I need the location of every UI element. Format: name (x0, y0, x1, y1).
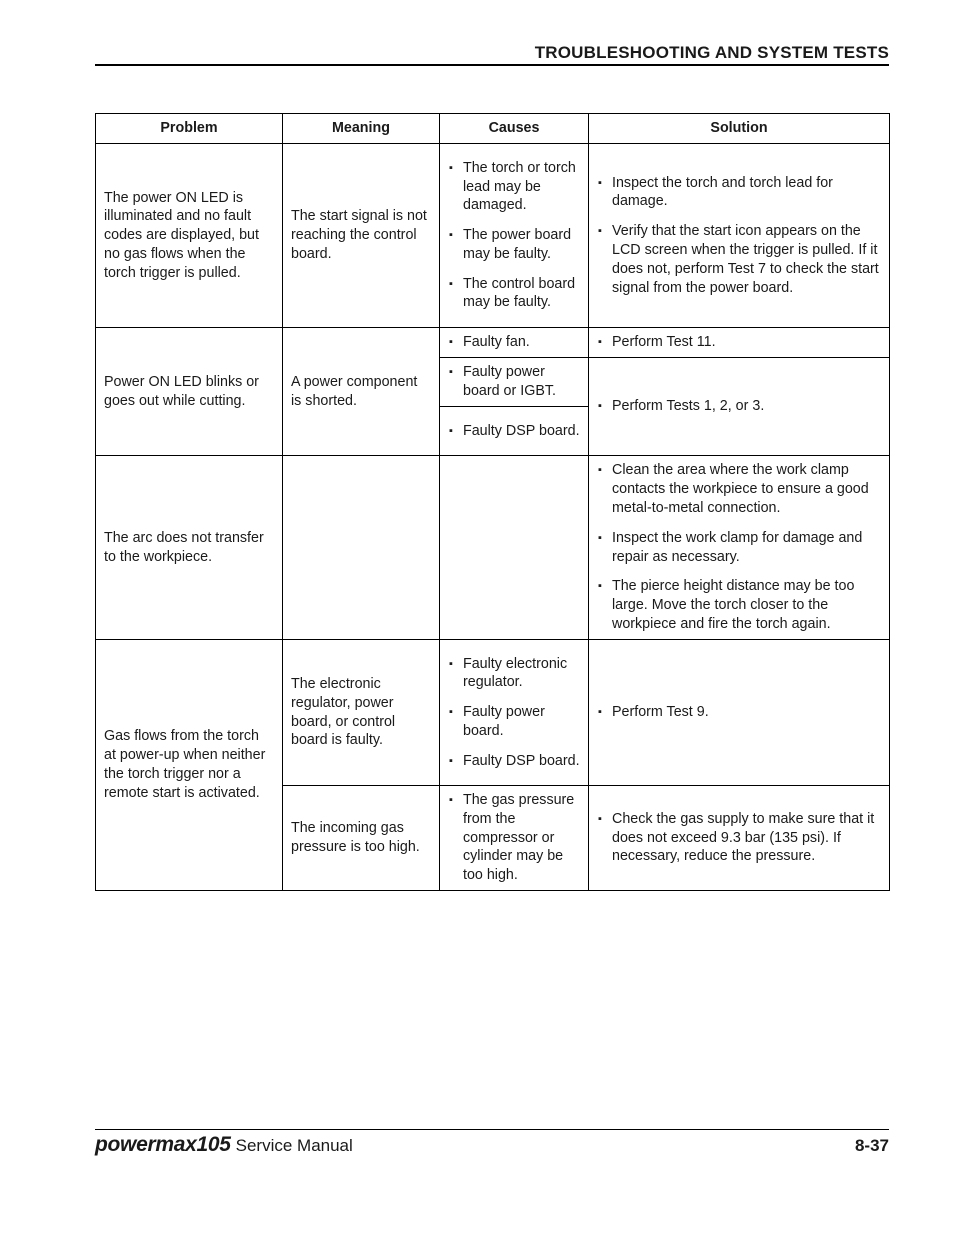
causes-list (448, 422, 580, 441)
solutions-list (597, 810, 881, 866)
meaning-cell: The incoming gas pressure is too high. (283, 786, 440, 891)
manual-name: Service Manual (235, 1136, 353, 1155)
causes-list (448, 363, 580, 401)
causes-cell (440, 407, 589, 456)
table-row (96, 640, 890, 786)
column-header-meaning: Meaning (283, 114, 440, 144)
solutions-list (597, 397, 881, 416)
list-item: ▪ Perform Test 9. (597, 703, 881, 722)
problem-cell: Gas flows from the torch at power-up when neither the torch trigger nor a remote start is activated. (96, 640, 283, 891)
table-row (96, 456, 890, 640)
meaning-cell: The electronic regulator, power board, or control board is faulty. (283, 640, 440, 786)
list-item: ▪ Faulty DSP board. (448, 752, 580, 771)
causes-cell (440, 358, 589, 407)
problem-cell: The power ON LED is illuminated and no fault codes are displayed, but no gas flows when the torch trigger is pulled. (96, 144, 283, 328)
column-header-problem: Problem (96, 114, 283, 144)
solution-cell (589, 358, 890, 456)
troubleshooting-table (95, 113, 890, 891)
solution-cell (589, 328, 890, 358)
column-header-solution: Solution (589, 114, 890, 144)
solution-cell (589, 456, 890, 640)
list-item: ▪ Faulty power board. (448, 703, 580, 741)
list-item: ▪ The torch or torch lead may be damaged. (448, 159, 580, 215)
table-row (96, 328, 890, 358)
causes-list (448, 159, 580, 313)
causes-list (448, 791, 580, 885)
list-item: ▪ Verify that the start icon appears on the LCD screen when the trigger is pulled. If it does not, perform Test 7 to check the start signal from the power board. (597, 222, 881, 297)
causes-cell (440, 456, 589, 640)
list-item: ▪ Inspect the torch and torch lead for damage. (597, 174, 881, 212)
list-item: ▪ Check the gas supply to make sure that it does not exceed 9.3 bar (135 psi). If necessary, reduce the pressure. (597, 810, 881, 866)
table-row (96, 144, 890, 328)
solution-cell (589, 786, 890, 891)
solutions-list (597, 461, 881, 633)
causes-list (448, 333, 580, 352)
problem-cell: Power ON LED blinks or goes out while cutting. (96, 328, 283, 456)
causes-list (448, 655, 580, 771)
header-rule (95, 64, 889, 66)
causes-cell (440, 640, 589, 786)
problem-cell: The arc does not transfer to the workpiece. (96, 456, 283, 640)
list-item: ▪ Faulty DSP board. (448, 422, 580, 441)
solutions-list (597, 703, 881, 722)
table-header-row (96, 114, 890, 144)
list-item: ▪ Faulty power board or IGBT. (448, 363, 580, 401)
causes-cell (440, 328, 589, 358)
list-item: ▪ Perform Test 11. (597, 333, 881, 352)
solutions-list (597, 174, 881, 298)
list-item: ▪ Faulty electronic regulator. (448, 655, 580, 693)
meaning-cell (283, 456, 440, 640)
solution-cell (589, 144, 890, 328)
causes-cell (440, 786, 589, 891)
solution-cell (589, 640, 890, 786)
column-header-causes: Causes (440, 114, 589, 144)
list-item: ▪ Perform Tests 1, 2, or 3. (597, 397, 881, 416)
page-number: 8-37 (854, 1136, 889, 1155)
brand-logo: powermax105 (95, 1133, 231, 1156)
causes-cell (440, 144, 589, 328)
list-item: ▪ The gas pressure from the compressor or cylinder may be too high. (448, 791, 580, 885)
section-title: TROUBLESHOOTING AND SYSTEM TESTS (534, 43, 889, 62)
meaning-cell: A power component is shorted. (283, 328, 440, 456)
solutions-list (597, 333, 881, 352)
list-item: ▪ Faulty fan. (448, 333, 580, 352)
meaning-cell: The start signal is not reaching the control board. (283, 144, 440, 328)
list-item: ▪ The control board may be faulty. (448, 275, 580, 313)
list-item: ▪ Inspect the work clamp for damage and repair as necessary. (597, 529, 881, 567)
list-item: ▪ The power board may be faulty. (448, 226, 580, 264)
footer-rule (95, 1129, 889, 1130)
list-item: ▪ Clean the area where the work clamp contacts the workpiece to ensure a good metal-to-metal connection. (597, 461, 881, 517)
list-item: ▪ The pierce height distance may be too large. Move the torch closer to the workpiece and fire the torch again. (597, 577, 881, 633)
